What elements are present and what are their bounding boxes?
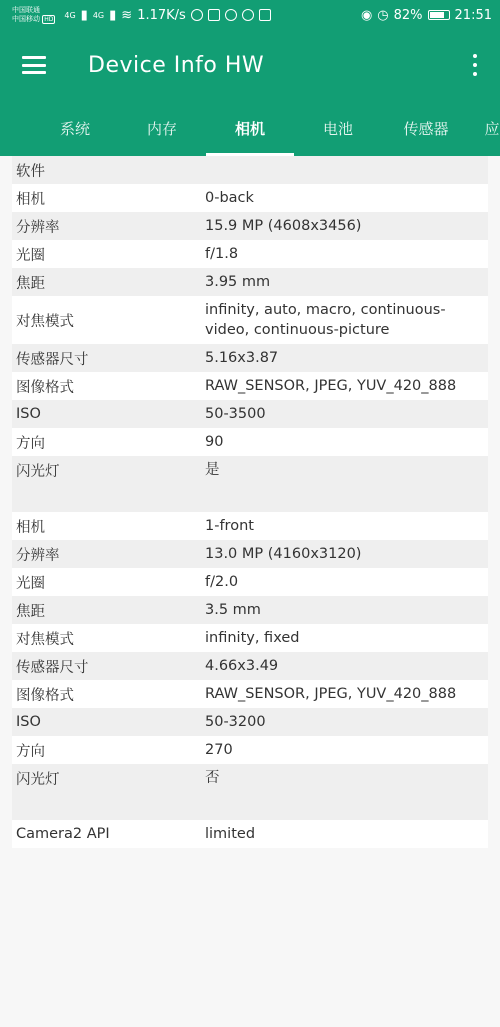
tab-apps-partial[interactable]: 应 — [484, 119, 500, 138]
eye-icon: ◉ — [360, 7, 373, 23]
tab-camera[interactable]: 相机 — [234, 119, 265, 138]
row-value: 90 — [205, 434, 224, 450]
row-label: 分辨率 — [16, 219, 60, 236]
row-value: 是 — [205, 462, 220, 478]
signal-1-icon: ▮ — [80, 7, 88, 23]
row-label: 对焦模式 — [16, 313, 74, 330]
row-value: 5.16x3.87 — [205, 350, 279, 366]
app-bar — [0, 30, 500, 100]
row-value: 270 — [205, 742, 233, 758]
row-label: ISO — [16, 714, 41, 730]
battery-icon — [428, 10, 450, 20]
signal-2-icon: ▮ — [109, 7, 117, 23]
table-row — [12, 372, 488, 400]
row-value: 13.0 MP (4160x3120) — [205, 546, 362, 562]
row-label: 闪光灯 — [16, 771, 60, 788]
row-value: 50-3500 — [205, 406, 266, 422]
notification-icon-3 — [225, 9, 237, 21]
table-row — [12, 764, 488, 792]
battery-percent: 82% — [393, 7, 423, 23]
status-right — [361, 8, 492, 23]
signal-2-label: 4G — [92, 10, 105, 20]
carrier-1: 中国联通 — [12, 6, 40, 14]
row-label: 光圈 — [16, 247, 45, 264]
row-value: 1-front — [205, 518, 254, 534]
tab-sensors[interactable]: 传感器 — [403, 119, 449, 138]
row-label: 相机 — [16, 191, 45, 208]
row-value: f/1.8 — [205, 246, 239, 262]
row-value: RAW_SENSOR, JPEG, YUV_420_888 — [205, 378, 457, 394]
row-label: ISO — [16, 406, 41, 422]
tab-memory[interactable]: 内存 — [146, 119, 177, 138]
back-camera-rows — [12, 184, 488, 484]
table-row — [12, 240, 488, 268]
qq-icon — [259, 9, 271, 21]
chat-icon — [242, 9, 254, 21]
row-label: 方向 — [16, 435, 45, 452]
row-label: 焦距 — [16, 275, 45, 292]
row-label: 传感器尺寸 — [16, 351, 89, 368]
table-row — [12, 568, 488, 596]
row-value: 0-back — [205, 190, 254, 206]
row-value: 否 — [205, 770, 220, 786]
carrier-2: 中国移动 HD — [12, 15, 54, 23]
alarm-icon: ◷ — [377, 7, 389, 23]
table-row — [12, 344, 488, 372]
table-row — [12, 400, 488, 428]
row-label: 相机 — [16, 519, 45, 536]
more-options-icon[interactable] — [472, 54, 478, 76]
section-divider — [12, 484, 488, 512]
row-value: infinity, fixed — [205, 630, 300, 646]
clock: 21:51 — [454, 7, 492, 23]
tab-bar — [0, 100, 500, 156]
row-label: 光圈 — [16, 575, 45, 592]
status-bar — [0, 0, 500, 30]
row-label: 方向 — [16, 743, 45, 760]
row-label: Camera2 API — [16, 826, 110, 842]
table-row — [12, 652, 488, 680]
table-row — [12, 680, 488, 708]
row-label: 闪光灯 — [16, 463, 60, 480]
row-value: 50-3200 — [205, 714, 266, 730]
row-value: f/2.0 — [205, 574, 239, 590]
row-value: 3.95 mm — [205, 274, 271, 290]
tab-system[interactable]: 系统 — [59, 119, 90, 138]
signal-1-label: 4G — [64, 10, 76, 20]
table-row — [12, 296, 488, 344]
app-title: Device Info HW — [88, 52, 265, 78]
row-label: 图像格式 — [16, 687, 74, 704]
row-value: 4.66x3.49 — [205, 658, 279, 674]
table-row — [12, 736, 488, 764]
notification-icon-1 — [191, 9, 203, 21]
table-row — [12, 624, 488, 652]
row-value: infinity, auto, macro, continuous-video, continuous-picture — [205, 302, 446, 338]
wifi-icon: ≋ — [121, 7, 133, 23]
table-row — [12, 708, 488, 736]
table-row — [12, 456, 488, 484]
notification-icon-2 — [208, 9, 220, 21]
table-row — [12, 820, 488, 848]
row-label: 对焦模式 — [16, 631, 74, 648]
row-label: 分辨率 — [16, 547, 60, 564]
row-label: 焦距 — [16, 603, 45, 620]
menu-icon[interactable] — [22, 56, 46, 74]
row-value: 15.9 MP (4608x3456) — [205, 218, 362, 234]
row-label: 传感器尺寸 — [16, 659, 89, 676]
section-header — [12, 156, 488, 184]
row-value: RAW_SENSOR, JPEG, YUV_420_888 — [205, 686, 457, 702]
table-row — [12, 596, 488, 624]
table-row — [12, 268, 488, 296]
status-left — [12, 6, 271, 24]
section-header-label: 软件 — [16, 163, 45, 180]
tab-prev-edge[interactable] — [0, 100, 8, 156]
table-row — [12, 512, 488, 540]
camera-info-table — [12, 156, 488, 848]
hd-badge: HD — [44, 16, 54, 23]
table-row — [12, 212, 488, 240]
table-row — [12, 428, 488, 456]
row-value: limited — [205, 826, 256, 842]
network-speed: 1.17K/s — [137, 7, 186, 23]
row-value: 3.5 mm — [205, 602, 261, 618]
section-divider — [12, 792, 488, 820]
row-label: 图像格式 — [16, 379, 74, 396]
tab-indicator — [206, 153, 294, 156]
table-row — [12, 184, 488, 212]
table-row — [12, 540, 488, 568]
tab-battery[interactable]: 电池 — [322, 119, 353, 138]
front-camera-rows — [12, 512, 488, 792]
carrier-names — [12, 6, 55, 24]
